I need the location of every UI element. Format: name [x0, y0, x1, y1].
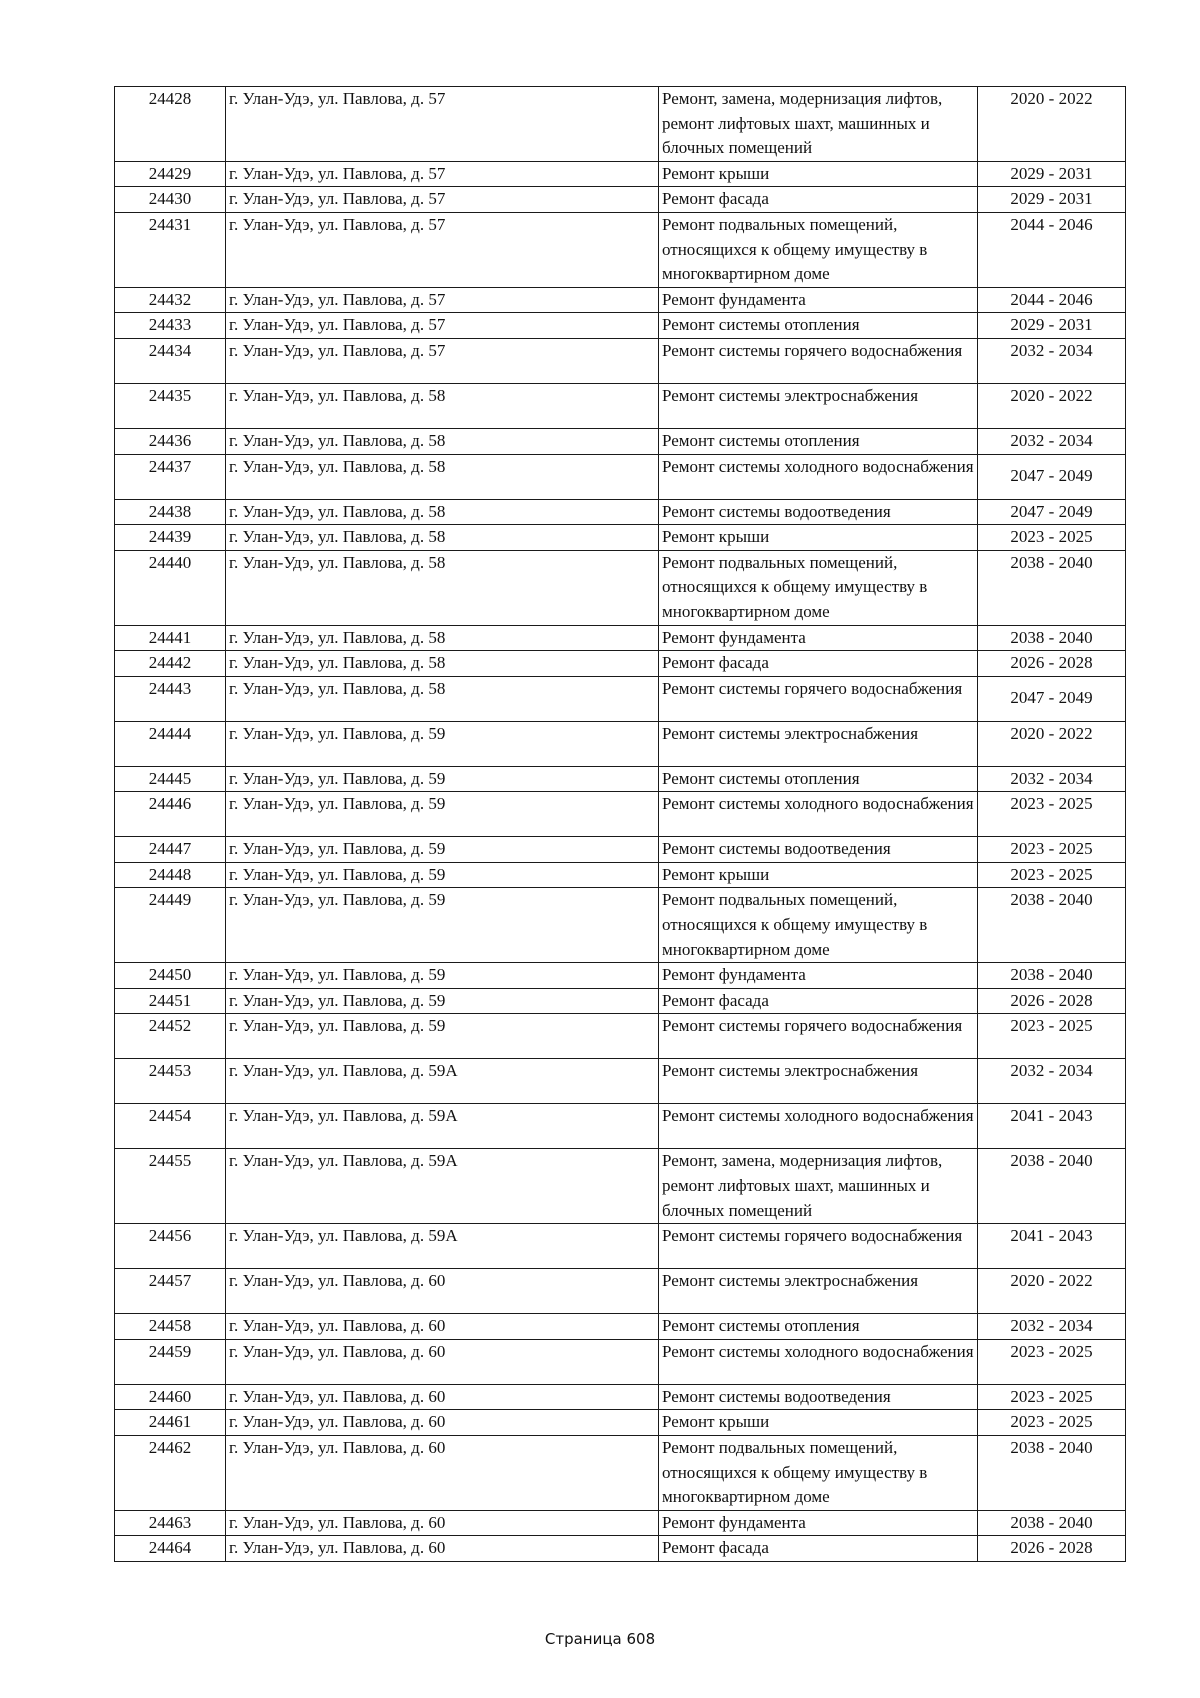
row-period: 2023 - 2025: [978, 1339, 1126, 1384]
row-address: г. Улан-Удэ, ул. Павлова, д. 57: [226, 212, 659, 287]
row-period: 2038 - 2040: [978, 625, 1126, 651]
row-address: г. Улан-Удэ, ул. Павлова, д. 59: [226, 766, 659, 792]
row-work-type: Ремонт подвальных помещений, относящихся к общему имуществу в многоквартирном доме: [659, 212, 978, 287]
row-period: 2023 - 2025: [978, 837, 1126, 863]
row-address: г. Улан-Удэ, ул. Павлова, д. 58: [226, 428, 659, 454]
row-number: 24430: [115, 187, 226, 213]
row-period: 2029 - 2031: [978, 313, 1126, 339]
row-period: 2047 - 2049: [978, 454, 1126, 499]
row-period: 2026 - 2028: [978, 651, 1126, 677]
table-row: [115, 1059, 1126, 1104]
row-work-type: Ремонт системы водоотведения: [659, 499, 978, 525]
table-row: [115, 313, 1126, 339]
repair-schedule-table: [114, 86, 1126, 1562]
row-number: 24449: [115, 888, 226, 963]
row-work-type: Ремонт фасада: [659, 988, 978, 1014]
row-work-type: Ремонт системы электроснабжения: [659, 1269, 978, 1314]
row-address: г. Улан-Удэ, ул. Павлова, д. 60: [226, 1269, 659, 1314]
row-number: 24464: [115, 1536, 226, 1562]
table-row: [115, 862, 1126, 888]
row-period: 2032 - 2034: [978, 766, 1126, 792]
row-work-type: Ремонт системы отопления: [659, 1314, 978, 1340]
table-body: [115, 87, 1126, 1562]
row-period: 2023 - 2025: [978, 1384, 1126, 1410]
table-row: [115, 1384, 1126, 1410]
row-period: 2023 - 2025: [978, 1014, 1126, 1059]
row-address: г. Улан-Удэ, ул. Павлова, д. 59А: [226, 1059, 659, 1104]
row-number: 24456: [115, 1224, 226, 1269]
row-address: г. Улан-Удэ, ул. Павлова, д. 60: [226, 1536, 659, 1562]
table-row: [115, 837, 1126, 863]
table-row: [115, 1014, 1126, 1059]
row-number: 24451: [115, 988, 226, 1014]
row-period: 2023 - 2025: [978, 525, 1126, 551]
row-work-type: Ремонт, замена, модернизация лифтов, ремонт лифтовых шахт, машинных и блочных помещений: [659, 1149, 978, 1224]
row-period: 2038 - 2040: [978, 963, 1126, 989]
row-period: 2026 - 2028: [978, 988, 1126, 1014]
row-work-type: Ремонт системы отопления: [659, 766, 978, 792]
row-address: г. Улан-Удэ, ул. Павлова, д. 59: [226, 963, 659, 989]
row-number: 24440: [115, 550, 226, 625]
row-number: 24428: [115, 87, 226, 162]
row-address: г. Улан-Удэ, ул. Павлова, д. 57: [226, 338, 659, 383]
row-work-type: Ремонт системы электроснабжения: [659, 383, 978, 428]
row-period: 2020 - 2022: [978, 1269, 1126, 1314]
row-period: 2038 - 2040: [978, 1436, 1126, 1511]
row-number: 24460: [115, 1384, 226, 1410]
row-address: г. Улан-Удэ, ул. Павлова, д. 59: [226, 792, 659, 837]
table-row: [115, 721, 1126, 766]
row-work-type: Ремонт подвальных помещений, относящихся к общему имуществу в многоквартирном доме: [659, 1436, 978, 1511]
table-row: [115, 1224, 1126, 1269]
row-period: 2029 - 2031: [978, 161, 1126, 187]
row-period: 2041 - 2043: [978, 1104, 1126, 1149]
row-address: г. Улан-Удэ, ул. Павлова, д. 58: [226, 625, 659, 651]
row-period: 2038 - 2040: [978, 550, 1126, 625]
row-work-type: Ремонт системы холодного водоснабжения: [659, 454, 978, 499]
table-row: [115, 888, 1126, 963]
row-address: г. Улан-Удэ, ул. Павлова, д. 58: [226, 651, 659, 677]
row-address: г. Улан-Удэ, ул. Павлова, д. 60: [226, 1339, 659, 1384]
row-work-type: Ремонт фасада: [659, 1536, 978, 1562]
table-row: [115, 187, 1126, 213]
row-number: 24457: [115, 1269, 226, 1314]
row-period: 2023 - 2025: [978, 862, 1126, 888]
row-address: г. Улан-Удэ, ул. Павлова, д. 58: [226, 454, 659, 499]
row-address: г. Улан-Удэ, ул. Павлова, д. 60: [226, 1314, 659, 1340]
row-number: 24459: [115, 1339, 226, 1384]
row-number: 24439: [115, 525, 226, 551]
row-work-type: Ремонт фундамента: [659, 963, 978, 989]
row-address: г. Улан-Удэ, ул. Павлова, д. 57: [226, 313, 659, 339]
table-row: [115, 1510, 1126, 1536]
row-period: 2023 - 2025: [978, 792, 1126, 837]
table-row: [115, 550, 1126, 625]
row-number: 24432: [115, 287, 226, 313]
row-address: г. Улан-Удэ, ул. Павлова, д. 59: [226, 862, 659, 888]
table-row: [115, 676, 1126, 721]
table-row: [115, 499, 1126, 525]
table-row: [115, 383, 1126, 428]
row-address: г. Улан-Удэ, ул. Павлова, д. 58: [226, 676, 659, 721]
row-number: 24450: [115, 963, 226, 989]
row-number: 24448: [115, 862, 226, 888]
row-period: 2026 - 2028: [978, 1536, 1126, 1562]
row-address: г. Улан-Удэ, ул. Павлова, д. 60: [226, 1410, 659, 1436]
row-number: 24444: [115, 721, 226, 766]
row-address: г. Улан-Удэ, ул. Павлова, д. 58: [226, 499, 659, 525]
row-address: г. Улан-Удэ, ул. Павлова, д. 60: [226, 1384, 659, 1410]
row-number: 24455: [115, 1149, 226, 1224]
row-number: 24447: [115, 837, 226, 863]
row-period: 2038 - 2040: [978, 1510, 1126, 1536]
table-row: [115, 287, 1126, 313]
row-address: г. Улан-Удэ, ул. Павлова, д. 58: [226, 550, 659, 625]
row-period: 2038 - 2040: [978, 1149, 1126, 1224]
row-period: 2047 - 2049: [978, 676, 1126, 721]
row-work-type: Ремонт системы холодного водоснабжения: [659, 1339, 978, 1384]
row-number: 24435: [115, 383, 226, 428]
table-row: [115, 1269, 1126, 1314]
row-work-type: Ремонт подвальных помещений, относящихся к общему имуществу в многоквартирном доме: [659, 888, 978, 963]
row-period: 2041 - 2043: [978, 1224, 1126, 1269]
table-row: [115, 454, 1126, 499]
row-address: г. Улан-Удэ, ул. Павлова, д. 59А: [226, 1224, 659, 1269]
row-address: г. Улан-Удэ, ул. Павлова, д. 59: [226, 888, 659, 963]
row-number: 24462: [115, 1436, 226, 1511]
row-work-type: Ремонт фасада: [659, 651, 978, 677]
row-period: 2020 - 2022: [978, 87, 1126, 162]
row-address: г. Улан-Удэ, ул. Павлова, д. 59: [226, 1014, 659, 1059]
page-number: Страница 608: [544, 1630, 656, 1648]
row-number: 24429: [115, 161, 226, 187]
row-address: г. Улан-Удэ, ул. Павлова, д. 57: [226, 161, 659, 187]
row-number: 24437: [115, 454, 226, 499]
row-period: 2020 - 2022: [978, 721, 1126, 766]
row-number: 24438: [115, 499, 226, 525]
row-work-type: Ремонт системы горячего водоснабжения: [659, 338, 978, 383]
row-number: 24452: [115, 1014, 226, 1059]
table-row: [115, 1436, 1126, 1511]
row-work-type: Ремонт системы водоотведения: [659, 1384, 978, 1410]
row-work-type: Ремонт крыши: [659, 161, 978, 187]
row-address: г. Улан-Удэ, ул. Павлова, д. 57: [226, 287, 659, 313]
row-period: 2029 - 2031: [978, 187, 1126, 213]
row-number: 24433: [115, 313, 226, 339]
table-row: [115, 988, 1126, 1014]
row-work-type: Ремонт подвальных помещений, относящихся к общему имуществу в многоквартирном доме: [659, 550, 978, 625]
table-row: [115, 212, 1126, 287]
row-work-type: Ремонт системы электроснабжения: [659, 721, 978, 766]
row-address: г. Улан-Удэ, ул. Павлова, д. 59А: [226, 1104, 659, 1149]
row-work-type: Ремонт системы горячего водоснабжения: [659, 676, 978, 721]
row-work-type: Ремонт фасада: [659, 187, 978, 213]
row-number: 24445: [115, 766, 226, 792]
row-number: 24434: [115, 338, 226, 383]
row-period: 2023 - 2025: [978, 1410, 1126, 1436]
row-number: 24446: [115, 792, 226, 837]
table-row: [115, 525, 1126, 551]
row-period: 2044 - 2046: [978, 212, 1126, 287]
table-row: [115, 651, 1126, 677]
table-row: [115, 428, 1126, 454]
table-row: [115, 1314, 1126, 1340]
row-number: 24453: [115, 1059, 226, 1104]
row-work-type: Ремонт фундамента: [659, 287, 978, 313]
table-row: [115, 963, 1126, 989]
row-number: 24463: [115, 1510, 226, 1536]
row-number: 24436: [115, 428, 226, 454]
table-row: [115, 766, 1126, 792]
row-address: г. Улан-Удэ, ул. Павлова, д. 58: [226, 383, 659, 428]
row-period: 2032 - 2034: [978, 428, 1126, 454]
row-work-type: Ремонт крыши: [659, 525, 978, 551]
row-address: г. Улан-Удэ, ул. Павлова, д. 57: [226, 187, 659, 213]
row-work-type: Ремонт системы отопления: [659, 313, 978, 339]
row-number: 24431: [115, 212, 226, 287]
row-address: г. Улан-Удэ, ул. Павлова, д. 60: [226, 1510, 659, 1536]
table-row: [115, 338, 1126, 383]
row-work-type: Ремонт фундамента: [659, 625, 978, 651]
row-period: 2032 - 2034: [978, 1059, 1126, 1104]
row-number: 24441: [115, 625, 226, 651]
row-work-type: Ремонт системы электроснабжения: [659, 1059, 978, 1104]
row-address: г. Улан-Удэ, ул. Павлова, д. 60: [226, 1436, 659, 1511]
row-work-type: Ремонт крыши: [659, 862, 978, 888]
row-period: 2020 - 2022: [978, 383, 1126, 428]
table-row: [115, 161, 1126, 187]
row-work-type: Ремонт системы отопления: [659, 428, 978, 454]
table-row: [115, 625, 1126, 651]
table-row: [115, 1536, 1126, 1562]
row-number: 24458: [115, 1314, 226, 1340]
row-address: г. Улан-Удэ, ул. Павлова, д. 58: [226, 525, 659, 551]
table-row: [115, 87, 1126, 162]
row-work-type: Ремонт крыши: [659, 1410, 978, 1436]
table-row: [115, 1339, 1126, 1384]
row-number: 24442: [115, 651, 226, 677]
row-work-type: Ремонт системы холодного водоснабжения: [659, 792, 978, 837]
row-period: 2038 - 2040: [978, 888, 1126, 963]
row-address: г. Улан-Удэ, ул. Павлова, д. 59: [226, 837, 659, 863]
row-number: 24454: [115, 1104, 226, 1149]
row-address: г. Улан-Удэ, ул. Павлова, д. 59: [226, 988, 659, 1014]
row-address: г. Улан-Удэ, ул. Павлова, д. 57: [226, 87, 659, 162]
row-number: 24443: [115, 676, 226, 721]
row-work-type: Ремонт, замена, модернизация лифтов, ремонт лифтовых шахт, машинных и блочных помещений: [659, 87, 978, 162]
row-period: 2032 - 2034: [978, 1314, 1126, 1340]
row-work-type: Ремонт фундамента: [659, 1510, 978, 1536]
row-period: 2047 - 2049: [978, 499, 1126, 525]
table-row: [115, 792, 1126, 837]
row-work-type: Ремонт системы водоотведения: [659, 837, 978, 863]
table-row: [115, 1410, 1126, 1436]
row-address: г. Улан-Удэ, ул. Павлова, д. 59: [226, 721, 659, 766]
table-row: [115, 1149, 1126, 1224]
row-number: 24461: [115, 1410, 226, 1436]
row-address: г. Улан-Удэ, ул. Павлова, д. 59А: [226, 1149, 659, 1224]
row-work-type: Ремонт системы горячего водоснабжения: [659, 1224, 978, 1269]
row-work-type: Ремонт системы горячего водоснабжения: [659, 1014, 978, 1059]
row-period: 2032 - 2034: [978, 338, 1126, 383]
row-work-type: Ремонт системы холодного водоснабжения: [659, 1104, 978, 1149]
row-period: 2044 - 2046: [978, 287, 1126, 313]
table-row: [115, 1104, 1126, 1149]
